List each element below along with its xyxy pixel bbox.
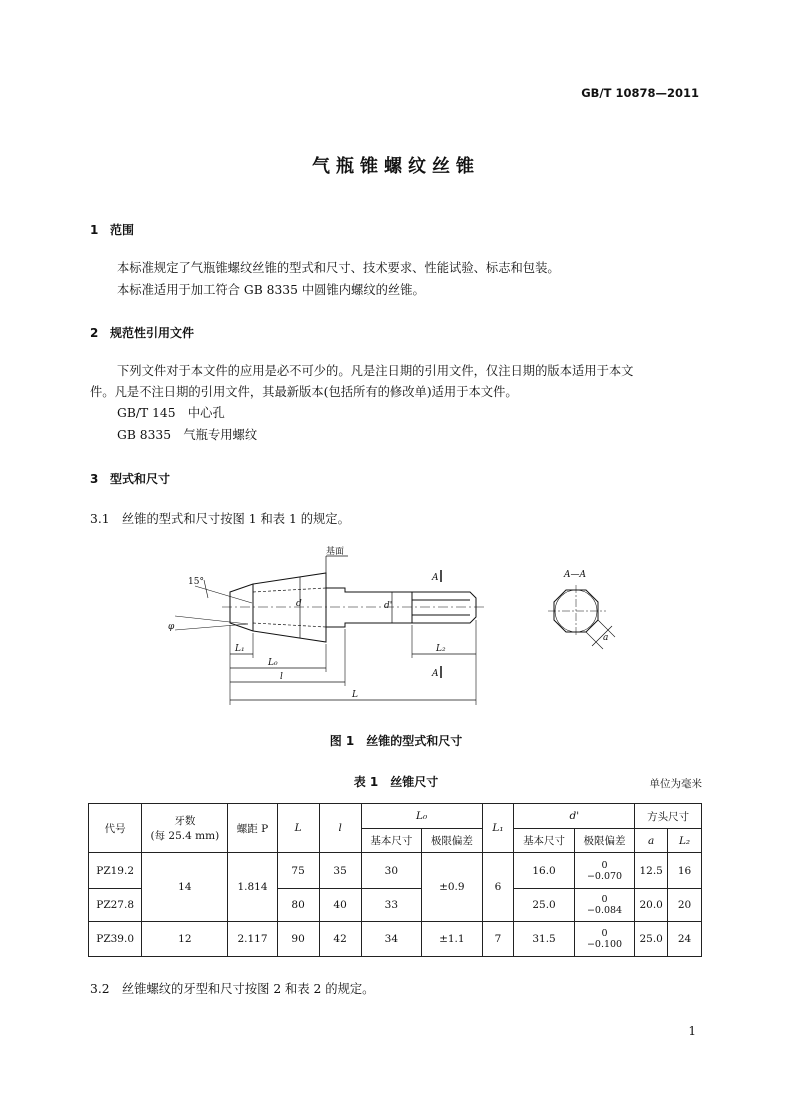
cell-L0: 33 xyxy=(361,889,421,922)
l1-label: L₁ xyxy=(235,644,245,654)
l2-label: L₂ xyxy=(436,644,446,654)
cell-tpi: 12 xyxy=(142,922,228,957)
header-tpi-sub: (每 25.4 mm) xyxy=(150,830,220,842)
cell-L: 90 xyxy=(277,922,319,957)
section-3-heading xyxy=(90,470,170,487)
threaded-body xyxy=(230,573,326,642)
cell-a: 20.0 xyxy=(635,889,668,922)
header-dprime: d' xyxy=(514,804,635,829)
cell-L0: 34 xyxy=(361,922,421,957)
section-label-top: A xyxy=(432,573,439,583)
cell-L2: 24 xyxy=(668,922,702,957)
upper-deviation: 0 xyxy=(601,894,608,905)
chamfer-angle-label: 15° xyxy=(188,577,204,587)
cell-L1: 6 xyxy=(482,853,514,922)
header-code: 代号 xyxy=(89,804,142,853)
section-2-heading xyxy=(90,324,194,341)
thread-root-line xyxy=(253,623,326,627)
table-unit: 单位为毫米 xyxy=(649,778,702,790)
table-row xyxy=(89,922,702,957)
chamfer-angle-leader xyxy=(195,586,252,603)
cell-tpi: 14 xyxy=(142,853,228,922)
phi-label: φ xyxy=(168,622,175,632)
base-plane-label: 基面 xyxy=(326,547,345,557)
d-label: d xyxy=(296,599,302,609)
clause-3-1: 3.1 丝锥的型式和尺寸按图 1 和表 1 的规定。 xyxy=(90,512,350,526)
upper-deviation: 0 xyxy=(601,859,608,871)
figure-caption: 图 1 丝锥的型式和尺寸 xyxy=(329,734,463,748)
cell-code: PZ19.2 xyxy=(89,853,142,889)
upper-deviation: 0 xyxy=(601,928,608,939)
cell-pitch: 1.814 xyxy=(228,853,277,922)
cell-d-limit xyxy=(574,889,634,922)
cell-L1: 7 xyxy=(482,922,514,957)
header-L0-limit: 极限偏差 xyxy=(422,829,482,853)
header-L1: L₁ xyxy=(482,804,514,853)
header-d-basic: 基本尺寸 xyxy=(514,829,574,853)
section-title: 范围 xyxy=(110,223,135,237)
page-number: 1 xyxy=(688,1024,696,1038)
a-dimension-line xyxy=(592,626,612,646)
cell-code: PZ39.0 xyxy=(89,922,142,957)
section-number: 1 xyxy=(90,223,99,237)
cell-L2: 16 xyxy=(668,853,702,889)
table-caption: 表 1 丝锥尺寸 xyxy=(353,775,439,789)
cell-code: PZ27.8 xyxy=(89,889,142,922)
cell-l: 40 xyxy=(319,889,361,922)
header-square: 方头尺寸 xyxy=(635,804,702,829)
cell-L0: 30 xyxy=(361,853,421,889)
section-number: 2 xyxy=(90,326,99,340)
header-L2: L₂ xyxy=(668,829,702,853)
header-L0-basic: 基本尺寸 xyxy=(361,829,421,853)
thread-root-line xyxy=(253,588,326,592)
tap-drawing xyxy=(0,540,792,715)
section-1-heading xyxy=(90,221,134,238)
lower-deviation: −0.084 xyxy=(586,905,623,916)
cell-d-limit xyxy=(574,922,634,957)
cell-d-limit xyxy=(574,853,634,889)
header-tpi xyxy=(142,804,228,853)
cell-l: 35 xyxy=(319,853,361,889)
section-title: 规范性引用文件 xyxy=(110,326,195,340)
references-paragraph-line-1: 下列文件对于本文件的应用是必不可少的。凡是注日期的引用文件，仅注日期的版本适用于本文 xyxy=(117,364,634,378)
cell-a: 12.5 xyxy=(635,853,668,889)
header-tpi-label: 牙数 xyxy=(174,815,196,827)
a-label: a xyxy=(603,633,609,643)
lower-deviation: −0.070 xyxy=(586,870,623,882)
dprime-label: d' xyxy=(384,601,393,611)
cell-l: 42 xyxy=(319,922,361,957)
square-head xyxy=(412,592,476,623)
cell-a: 25.0 xyxy=(635,922,668,957)
cell-pitch: 2.117 xyxy=(228,922,277,957)
overall-length-label: L xyxy=(352,690,358,700)
cell-d-basic: 31.5 xyxy=(514,922,574,957)
references-paragraph-line-2: 件。凡是不注日期的引用文件，其最新版本(包括所有的修改单)适用于本文件。 xyxy=(90,385,518,399)
scope-paragraph-1: 本标准规定了气瓶锥螺纹丝锥的型式和尺寸、技术要求、性能试验、标志和包装。 xyxy=(117,261,560,275)
section-title: 型式和尺寸 xyxy=(110,472,171,486)
clause-3-2: 3.2 丝锥螺纹的牙型和尺寸按图 2 和表 2 的规定。 xyxy=(90,982,375,996)
header-L: L xyxy=(277,804,319,853)
lower-deviation: −0.100 xyxy=(586,939,623,950)
cell-L2: 20 xyxy=(668,889,702,922)
cell-L: 75 xyxy=(277,853,319,889)
section-view-label: A—A xyxy=(564,570,586,580)
cell-L: 80 xyxy=(277,889,319,922)
cell-d-basic: 25.0 xyxy=(514,889,574,922)
reference-gb8335: GB 8335 气瓶专用螺纹 xyxy=(117,428,258,442)
header-pitch: 螺距 P xyxy=(228,804,277,853)
table-row xyxy=(89,853,702,889)
standard-number: GB/T 10878—2011 xyxy=(581,86,699,100)
shank xyxy=(326,588,412,627)
cell-L0-tolerance: ±0.9 xyxy=(422,853,482,922)
header-a: a xyxy=(635,829,668,853)
cell-L0-tolerance: ±1.1 xyxy=(422,922,482,957)
section-number: 3 xyxy=(90,472,99,486)
phi-angle-leader xyxy=(175,624,248,630)
reference-gbt145: GB/T 145 中心孔 xyxy=(117,406,225,420)
dimensions-table xyxy=(88,803,702,957)
header-d-limit: 极限偏差 xyxy=(574,829,634,853)
section-label-bottom: A xyxy=(432,669,439,679)
cell-d-basic: 16.0 xyxy=(514,853,574,889)
l-label: l xyxy=(280,672,283,682)
document-title: 气瓶锥螺纹丝锥 xyxy=(312,156,480,177)
scope-paragraph-2: 本标准适用于加工符合 GB 8335 中圆锥内螺纹的丝锥。 xyxy=(117,283,425,297)
header-L0: L₀ xyxy=(361,804,482,829)
l0-label: L₀ xyxy=(268,658,278,668)
header-l: l xyxy=(319,804,361,853)
